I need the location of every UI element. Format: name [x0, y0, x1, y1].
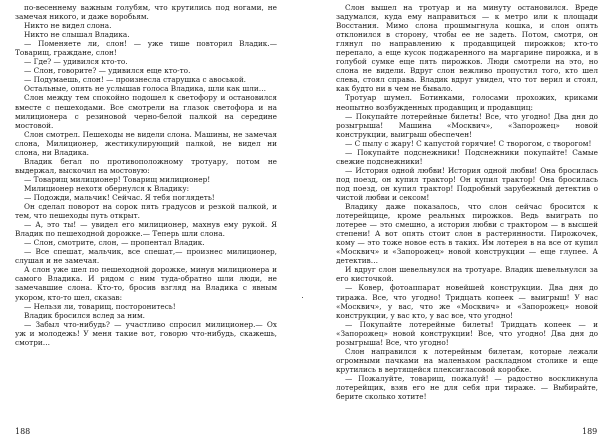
paragraph: по-весеннему важным голубям, что крутились под ногами, не замечая никого, и даже воробьям.: [15, 3, 277, 22]
paragraph: Слон направился к лотерейным билетам, которые лежали огромными пачками на маленьком раскладном столике и еще крутились в вертящейся плексигласовой коробке.: [336, 346, 598, 374]
paragraph: Слон между тем спокойно подошел к светофору и остановился вместе с пешеходами. Все смотрели на глазок светофора и на милиционера с резиновой черно-белой палкой на середине мостовой.: [15, 93, 277, 130]
paragraph: — Покупайте лотерейные билеты! Все, что угодно! Два дня до розыгрыша! Машина «Москвич», «Запорожец» новой конструкции, выигрыш обеспечен!: [336, 111, 598, 139]
paragraph: Слон вышел на тротуар и на минуту остановился. Вреде задумался, куда ему направиться — к метро или к площади Восстания. Мимо слона прошмыгнула кошка, и слон опять отклонился в сторону, чтобы ее не задеть. Потом, смотря, он глянул по направлению к продавщицей пирожков; кто-то перепало, а еще кусок поджаренного на маргарине пирожка, и в голубой сумке еще пять пирожков. Люди смотрели на это, но слона не видели. Вдруг слон вежливо пропустил того, кто шел слева, стоял справа. Владик вдруг увидел, что тот верил и стоял, как будто ни в чем не бывало.: [336, 3, 598, 94]
paragraph: И вдруг слон шевельнулся на тротуаре. Владик шевельнулся за его кисточкой.: [336, 265, 598, 284]
paragraph: Слон смотрел. Пешеходы не видели слона. Машины, не замечая слона, Милиционер, жестикулирующий палкой, не видел ни слона, ни Владика.: [15, 129, 277, 157]
paragraph: Владик бегал по противоположному тротуару, потом не выдержал, выскочил на мостовую:: [15, 156, 277, 175]
right-page-number: 189: [582, 427, 598, 436]
paragraph: — Поменяете ли, слон! — уже тише повторил Владик.— Товарищ, граждане, слон!: [15, 39, 277, 58]
paragraph: — Пожалуйте, товарищ, пожалуй! — радостно воскликнула лотерейщик, взяв его не для себя при тираже. — Выбирайте, берите сколько хотите!: [336, 373, 598, 402]
paragraph: — Покупайте подснежники! Подснежники покупайте! Самые свежие подснежники!: [336, 147, 598, 166]
print-speck: [302, 297, 303, 298]
paragraph: — Слон, смотрите, слон, — пропентал Владик.: [24, 238, 205, 248]
paragraph: — А, это ты! — увидел его милиционер, махнув ему рукой. Я Владик по пешеходной дорожке.— Теперь шли слона.: [15, 220, 277, 239]
right-page: [336, 3, 598, 431]
left-page: [15, 3, 277, 431]
paragraph: Никто не слышал Владика.: [24, 30, 130, 40]
paragraph: — Нельзя ли, товарищ, посторонитесь!: [24, 301, 176, 311]
paragraph: — Слон, говорите? — удивился еще кто-то.: [24, 66, 191, 76]
paragraph: — С пылу с жару! С капустой горячие! С творогом, с творогом!: [345, 138, 592, 148]
left-page-number: 188: [15, 427, 31, 436]
paragraph: — Подумаешь, слон! — произнесла старушка с авоськой.: [24, 75, 246, 85]
paragraph: Никто не видел слона.: [24, 21, 112, 31]
paragraph: Он сделал поворот на сорок пять градусов и резкой палкой, и тем, что пешеходы путь открыт.: [15, 202, 277, 221]
paragraph: — Ковер, фотоаппарат новейшей конструкции. Два дня до тиража. Все, что угодно! Тридцать копеек — выигрыш! У нас «Москвич», у вас, что же «Москвич» и «Запорожец» новой конструкции, у вас кто, у вас все, что угодно!: [336, 283, 598, 320]
paragraph: А слон уже шел по пешеходной дорожке, минуя милиционера и самого Владика. И рядом с ним туда-обратно шли люди, не замечавшие слона. Кто-то, бросив взгляд на Владика с явным укором, кто-то шел, сказав:: [15, 265, 277, 302]
paragraph: — Забыл что-нибудь? — участливо спросил милиционер.— Ох уж и молодежь! У меня такие вот, говорю что-нибудь, скажешь, смотри…: [15, 319, 277, 347]
paragraph: Тротуар шумел. Ботинками, голосами прохожих, криками неопытно возбужденных продавщиц и продавщиц:: [336, 93, 598, 112]
paragraph: Милиционер нехотя обернулся к Владику:: [24, 183, 190, 193]
paragraph: — История одной любви! История одной любви! Она бросилась под поезд, он купил трактор! Он купил трактор! Она бросилась под поезд, он купил трактор! Подробный зарубежный детектив о чистой любви и сексом!: [336, 165, 598, 202]
paragraph: Владику даже показалось, что слон сейчас бросится к лотерейщице, кроме реальных пирожков. Ведь выиграть по лотерее — это смешно, а история любви с трактором — в высшей степени! А вот опять стоит слон в растерянности. Пирожочек, кому — это тоже новое есть в таких. Им лотерея в на все от купил «Москвич» и «Запорожец» новой конструкции — еще глупее. А детектив…: [336, 202, 598, 266]
paragraph: Остальные, опять не услышав голоса Владика, шли как шли…: [24, 84, 266, 94]
paragraph: Владик бросился вслед за ним.: [24, 310, 145, 320]
paragraph: — Все спешат, мальчик, все спешат,— произнес милиционер, слушая и не замечая.: [15, 247, 277, 266]
paragraph: — Подожди, мальчик! Сейчас. Я тебя поглядеть!: [24, 192, 215, 202]
paragraph: — Где? — удивился кто-то.: [24, 57, 128, 67]
paragraph: — Товарищ милиционер! Товарищ милиционер!: [24, 174, 211, 184]
paragraph: — Покупайте лотерейные билеты! Тридцать копеек — и «Запорожец» новой конструкции! Все, что угодно! Два дня до розыгрыша! Все, что угодно!: [336, 319, 598, 347]
